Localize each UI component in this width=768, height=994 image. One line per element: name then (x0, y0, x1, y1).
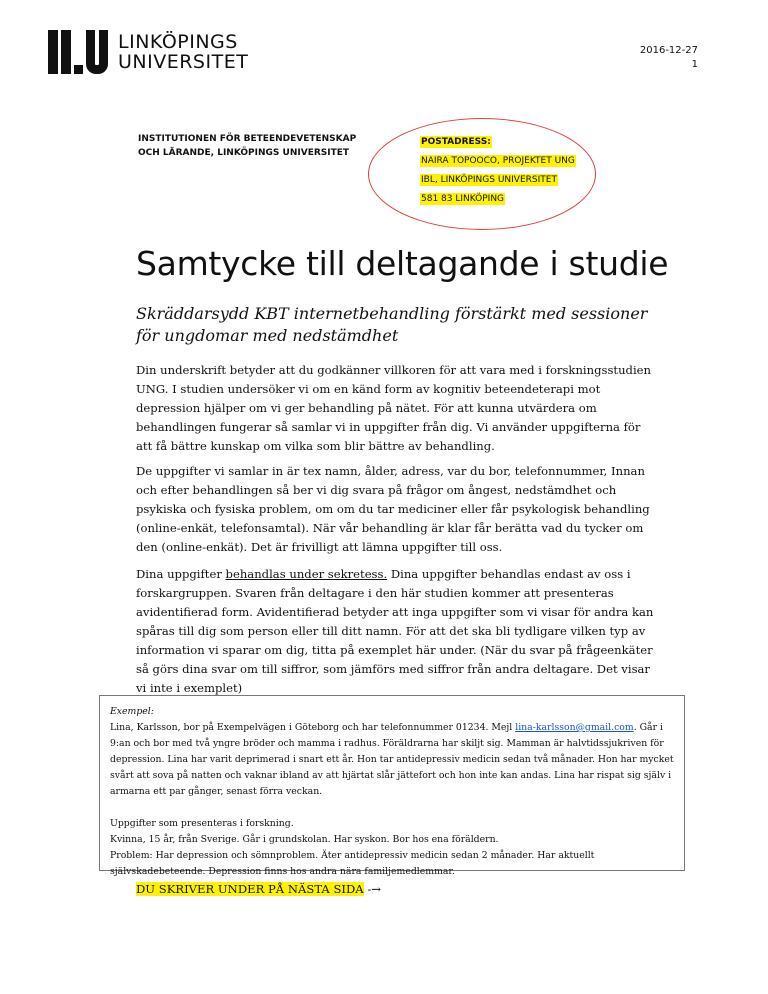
university-logo (48, 30, 248, 74)
p3-underlined: behandlas under sekretess. (225, 567, 388, 581)
paragraph-confidentiality (136, 565, 656, 698)
paragraph-data-collected: De uppgifter vi samlar in är tex namn, ålder, adress, var du bor, telefonnummer, Innan och efter behandlingen så ber vi dig svara på frågor om ångest, nedstämdhet och psykiska och fysiska problem, om om du tar mediciner eller får psykologisk behandling (online-enkät, telefonsamtal). När vår behandling är klar får berätta vad du tycker om den (online-enkät). Det är frivilligt att lämna uppgifter till oss. (136, 464, 650, 554)
address-heading: POSTADRESS: (421, 137, 491, 147)
page-subtitle: Skräddarsydd KBT internetbehandling förstärkt med sessioner för ungdomar med nedstämdhet (136, 304, 648, 345)
page-title: Samtycke till deltagande i studie (136, 244, 669, 283)
example-box (99, 695, 685, 877)
example-label: Exempel: (110, 706, 154, 717)
research-heading: Uppgifter som presenteras i forskning. (110, 818, 294, 829)
example-email-link[interactable]: lina-karlsson@gmail.com (515, 722, 634, 733)
page-number: 1 (691, 59, 698, 70)
logo-line2: UNIVERSITET (118, 51, 249, 73)
example-text-before-email: Lina, Karlsson, bor på Exempelvägen i Göteborg och har telefonnummer 01234. Mejl (110, 722, 516, 733)
institution-line1: INSTITUTIONEN FÖR BETEENDEVETENSKAP (138, 134, 357, 144)
institution-block (138, 132, 378, 160)
logo-line1: LINKÖPINGS (118, 31, 238, 53)
liu-logo-icon (48, 30, 108, 74)
document-date (640, 44, 698, 72)
date-text: 2016-12-27 (639, 45, 698, 56)
address-line3: 581 83 LINKÖPING (421, 194, 505, 204)
next-page-text: DU SKRIVER UNDER PÅ NÄSTA SIDA (136, 882, 364, 896)
next-page-notice (136, 882, 381, 896)
postal-address (420, 133, 576, 209)
p3-rest: Dina uppgifter behandlas endast av oss i forskargruppen. Svaren från deltagare i den här studien kommer att presenteras avidentifierad form. Avidentifierad betyder att inga uppgifter som vi visar för andra kan spåras till dig som person eller till ditt namn. För att det ska bli tydligare vilken typ av information vi sparar om dig, titta på exemplet här under. (När du svar på frågeenkäter så görs dina svar om till siffror, som jämförs med siffror från andra deltagare. Det visar vi inte i exemplet) (136, 567, 654, 695)
institution-line2: OCH LÄRANDE, LINKÖPINGS UNIVERSITET (138, 148, 350, 158)
example-text-after-email: . Går i 9:an och bor med två yngre bröder och mamma i radhus. Föräldrarna har skiljt sig. Mamman är halvtidssjukriven för depression. Lina har varit deprimerad i snart ett år. Hon tar antidepressiv medicin sedan två månader. Hon har mycket svårt att sova på natten och vaknar ibland av att hjärtat slår jättefort och hon inte kan andas. Lina har rispat sig själv i armarna ett par gånger, senast förra veckan. (110, 722, 674, 797)
research-line1: Kvinna, 15 år, från Sverige. Går i grundskolan. Har syskon. Bor hos ena föräldern. (110, 834, 499, 845)
logo-text (118, 32, 248, 72)
address-line1: NAIRA TOPOOCO, PROJEKTET UNG (421, 156, 575, 166)
p3-start: Dina uppgifter (136, 567, 226, 581)
research-line2: Problem: Har depression och sömnproblem. Äter antidepressiv medicin sedan 2 månader. Har aktuellt självskadebeteende. Depression finns hos andra nära familjemedlemmar. (110, 850, 595, 877)
address-line2: IBL, LINKÖPINGS UNIVERSITET (421, 175, 557, 185)
arrow-right-icon: -→ (363, 882, 381, 896)
example-text (110, 720, 674, 800)
paragraph-consent: Din underskrift betyder att du godkänner villkoren för att vara med i forskningsstudien UNG. I studien undersöker vi om en känd form av kognitiv beteendeterapi mot depression hjälper om vi ger behandling på nätet. För att kunna utvärdera om behandlingen fungerar så samlar vi in uppgifter från dig. Vi använder uppgifterna för att få bättre kunskap om vilka som blir bättre av behandling. (136, 363, 651, 453)
